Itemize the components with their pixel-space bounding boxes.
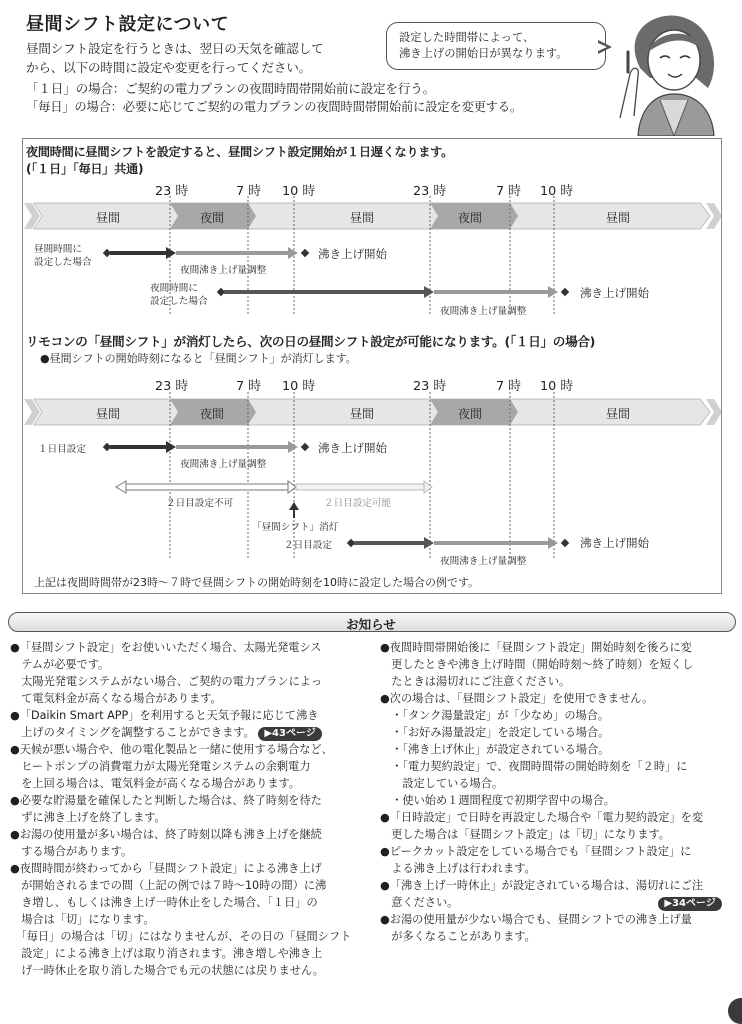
notice-line: 更したときや沸き上げ時間（開始時刻～終了時刻）を短くし — [380, 658, 694, 671]
day1-adjust-label: 夜間沸き上げ量調整 — [180, 459, 267, 470]
notice-line: 場合は「切」になります。 — [10, 913, 155, 926]
notice-line: 更した場合は「昼間シフト設定」は「切」になります。 — [380, 828, 670, 841]
notice-line: を上回る場合は、電気料金が高くなる場合があります。 — [10, 777, 300, 790]
notice-line: ・「タンク湯量設定」が「少なめ」の場合。 — [380, 709, 610, 722]
band-daytime: 昼間 — [606, 211, 631, 225]
band-daytime: 昼間 — [96, 407, 121, 421]
page-tab — [728, 998, 742, 1024]
notice-line: 上げのタイミングを調整することができます。 — [10, 726, 255, 739]
notice-line: ●お湯の使用量が多い場合は、終了時刻以降も沸き上げを継続 — [10, 828, 322, 841]
row1-label: 昼間時間に — [34, 244, 82, 255]
notice-line: げ一時休止を取り消した場合でも元の状態には戻りません。 — [10, 964, 324, 977]
band-daytime: 昼間 — [350, 407, 375, 421]
notice-line: ●「沸き上げ一時休止」が設定されている場合は、湯切れにご注 — [380, 879, 704, 892]
band-daytime: 昼間 — [96, 211, 121, 225]
band-nighttime: 夜間 — [458, 407, 483, 421]
notice-line: ●天候が悪い場合や、他の電化製品と一緒に使用する場合など、 — [10, 743, 333, 756]
diagram1-heading: 夜間時間に昼間シフトを設定すると、昼間シフト設定開始が１日遅くなります。 — [26, 145, 453, 159]
notice-title: お知らせ — [346, 617, 396, 632]
footnote: 上記は夜間時間帯が23時～７時で昼間シフトの開始時刻を10時に設定した場合の例です。 — [34, 576, 480, 589]
notice-line: たときは湯切れにご注意ください。 — [380, 675, 571, 688]
notice-line: ●夜間時間が終わってから「昼間シフト設定」による沸き上げ — [10, 862, 322, 875]
row2-label: 設定した場合 — [150, 296, 208, 307]
lamp-off-label: 「昼間シフト」消灯 — [252, 522, 339, 533]
intro-line-2: から、以下の時間に設定や変更を行ってください。 — [26, 60, 312, 75]
notice-line: ●ピークカット設定をしている場合でも「昼間シフト設定」に — [380, 845, 692, 858]
notice-line: が開始されるまでの間（上記の例では７時～10時の間）に沸 — [10, 879, 327, 892]
notice-line: て電気料金が高くなる場合があります。 — [10, 692, 222, 705]
notice-line: ・使い始め１週間程度で初期学習中の場合。 — [380, 794, 615, 807]
diagram-frame — [22, 138, 722, 594]
diagram1-subheading: (「１日」「毎日」共通) — [26, 162, 144, 176]
diagram2-heading: リモコンの「昼間シフト」が消灯したら、次の日の昼間シフト設定が可能になります。(「１日」の場合) — [26, 334, 596, 349]
day1-start-label: 沸き上げ開始 — [318, 441, 387, 455]
notice-line: ・「沸き上げ休止」が設定されている場合。 — [380, 743, 610, 756]
day1-label: １日目設定 — [38, 444, 86, 455]
notice-right-column — [380, 639, 722, 945]
time-label: 10 時 — [282, 184, 316, 199]
row1-adjust-label: 夜間沸き上げ量調整 — [180, 265, 267, 276]
day2-possible-label: ２日目設定可能 — [324, 498, 392, 509]
notice-line: する場合があります。 — [10, 845, 133, 858]
page-title: 昼間シフト設定について — [26, 14, 230, 35]
notice-line: 太陽光発電システムがない場合、ご契約の電力プランによっ — [10, 675, 323, 688]
notice-line: き増し、もしくは沸き上げ一時休止をした場合、「１日」の — [10, 896, 318, 909]
intro-line-1: 昼間シフト設定を行うときは、翌日の天気を確認して — [26, 41, 324, 56]
row2-label: 夜間時間に — [150, 283, 198, 294]
band-nighttime: 夜間 — [200, 407, 225, 421]
notice-line: ・「お好み湯量設定」を設定している場合。 — [380, 726, 610, 739]
notice-line: ●次の場合は、「昼間シフト設定」を使用できません。 — [380, 692, 654, 705]
notice-line: ・「電力契約設定」で、夜間時間帯の開始時刻を「２時」に — [380, 760, 688, 773]
diagram2-bullet: ●昼間シフトの開始時刻になると「昼間シフト」が消灯します。 — [40, 352, 357, 365]
notice-line: ずに沸き上げを終了します。 — [10, 811, 166, 824]
notice-line: ●必要な貯湯量を確保したと判断した場合は、終了時刻を待た — [10, 794, 322, 807]
notice-line: 意ください。 — [380, 896, 459, 909]
intro-line-4: 「毎日」の場合：必要に応じてご契約の電力プランの夜間時間帯開始前に設定を変更する。 — [26, 100, 522, 114]
notice-line: 設定している場合。 — [380, 777, 504, 790]
notice-line: 設定」による沸き上げは取り消されます。沸き増しや沸き上 — [10, 947, 323, 960]
notice-line: ●お湯の使用量が少ない場合でも、昼間シフトでの沸き上げ量 — [380, 913, 692, 926]
page-ref-link[interactable]: ▶34ページ — [658, 897, 721, 911]
time-label: 23 時 — [413, 184, 447, 199]
notice-left-column — [10, 639, 351, 979]
bubble-line-2: 沸き上げの開始日が異なります。 — [399, 47, 568, 60]
time-label: 7 時 — [236, 379, 262, 394]
notice-line: ●夜間時間帯開始後に「昼間シフト設定」開始時刻を後ろに変 — [380, 641, 692, 654]
row2-start-label: 沸き上げ開始 — [580, 286, 649, 300]
woman-illustration-icon — [600, 8, 730, 136]
notice-line: が多くなることがあります。 — [380, 930, 536, 943]
notice-line: ●「Daikin Smart APP」を利用すると天気予報に応じて沸き — [10, 709, 319, 722]
row2-adjust-label: 夜間沸き上げ量調整 — [440, 306, 527, 317]
row1-label: 設定した場合 — [34, 257, 92, 268]
day2-start-label: 沸き上げ開始 — [580, 536, 649, 550]
time-label: 23 時 — [155, 184, 189, 199]
time-label: 23 時 — [413, 379, 447, 394]
band-nighttime: 夜間 — [458, 211, 483, 225]
row1-start-label: 沸き上げ開始 — [318, 247, 387, 261]
time-label: 23 時 — [155, 379, 189, 394]
intro-line-3: 「１日」の場合：ご契約の電力プランの夜間時間帯開始前に設定を行う。 — [26, 81, 435, 96]
band-nighttime: 夜間 — [200, 211, 225, 225]
speech-bubble — [386, 22, 606, 70]
day2-not-possible-label: ２日目設定不可 — [166, 498, 234, 509]
time-label: 10 時 — [540, 184, 574, 199]
time-label: 10 時 — [540, 379, 574, 394]
notice-line: テムが必要です。 — [10, 658, 110, 671]
time-label: 7 時 — [496, 379, 522, 394]
time-label: 7 時 — [496, 184, 522, 199]
band-daytime: 昼間 — [350, 211, 375, 225]
notice-line: 「毎日」の場合は「切」にはなりませんが、その日の「昼間シフト — [10, 930, 352, 943]
band-daytime: 昼間 — [606, 407, 631, 421]
time-label: 10 時 — [282, 379, 316, 394]
notice-line: ヒートポンプの消費電力が太陽光発電システムの余剰電力 — [10, 760, 311, 773]
notice-line: ●「日時設定」で日時を再設定した場合や「電力契約設定」を変 — [380, 811, 704, 824]
day2-adjust-label: 夜間沸き上げ量調整 — [440, 556, 527, 567]
time-label: 7 時 — [236, 184, 262, 199]
page-ref-link[interactable]: ▶43ページ — [258, 727, 321, 741]
day2-label: ２日目設定 — [284, 540, 332, 551]
notice-line: ●「昼間シフト設定」をお使いいただく場合、太陽光発電シス — [10, 641, 322, 654]
bubble-line-1: 設定した時間帯によって、 — [399, 31, 535, 44]
notice-line: よる沸き上げは行われます。 — [380, 862, 536, 875]
